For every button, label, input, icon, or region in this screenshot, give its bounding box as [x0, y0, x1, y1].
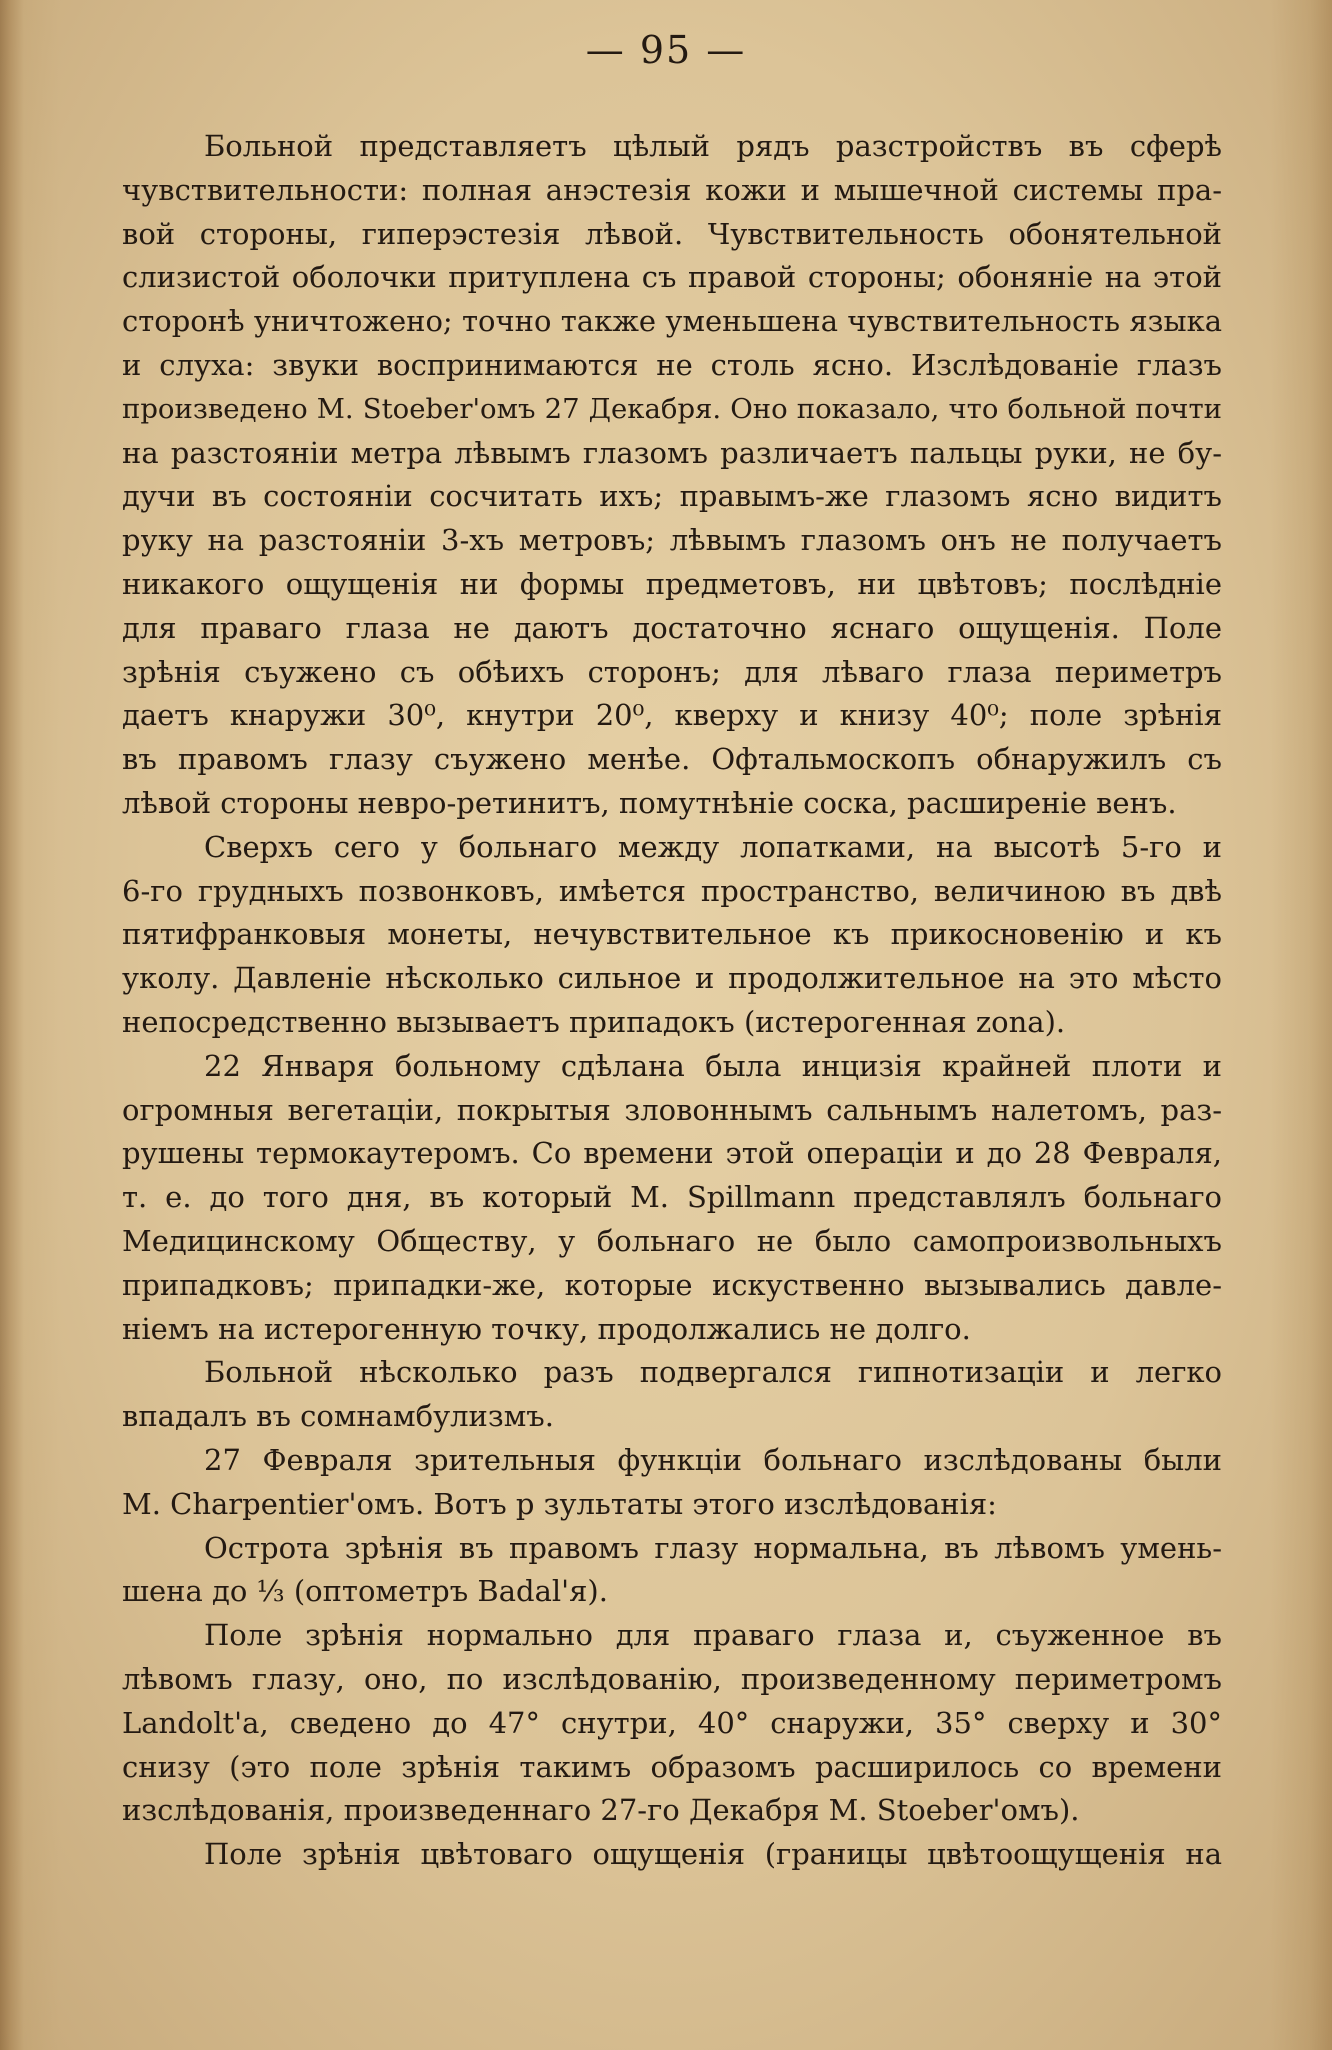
text-line: шена до ⅓ (оптометръ Badal'я). [122, 1574, 608, 1609]
text-line: Поле зрѣнія нормально для праваго глаза и, съуженное въ [204, 1618, 1222, 1653]
text-line: Медицинскому Обществу, у больнаго не было самопроизвольныхъ [122, 1224, 1222, 1258]
text-line: снизу (это поле зрѣнія такимъ образомъ расширилось со времени [122, 1749, 1222, 1784]
text-line: Сверхъ сего у больнаго между лопатками, на высотѣ 5-го и [204, 829, 1222, 864]
text-line: огромныя вегетаціи, покрытыя зловоннымъ сальнымъ налетомъ, раз- [122, 1092, 1222, 1127]
text-line: вой стороны, гиперэстезія лѣвой. Чувствительность обонятельной [122, 216, 1222, 251]
text-line: даетъ кнаружи 30⁰, кнутри 20⁰, кверху и книзу 40⁰; поле зрѣнія [122, 698, 1222, 733]
text-line: 22 Января больному сдѣлана была инцизія крайней плоти и [204, 1048, 1222, 1083]
text-line: руку на разстояніи 3-хъ метровъ; лѣвымъ глазомъ онъ не получаетъ [122, 523, 1222, 558]
text-line: M. Charpentier'омъ. Вотъ р зультаты этого изслѣдованія: [122, 1486, 997, 1521]
text-line: лѣвомъ глазу, оно, по изслѣдованію, произведенному периметромъ [122, 1662, 1222, 1696]
text-line: произведено M. Stoeber'омъ 27 Декабря. Оно показало, что больной почти [122, 392, 1222, 425]
text-line: 6-го грудныхъ позвонковъ, имѣется пространство, величиною въ двѣ [122, 873, 1222, 908]
text-line: зрѣнія съужено съ обѣихъ сторонъ; для лѣваго глаза периметръ [122, 654, 1222, 689]
text-line: лѣвой стороны невро-ретинитъ, помутнѣніе соска, расширеніе венъ. [122, 786, 1177, 820]
text-line: уколу. Давленіе нѣсколько сильное и продолжительное на это мѣсто [122, 961, 1222, 996]
text-line: Больной представляетъ цѣлый рядъ разстройствъ въ сферѣ [204, 129, 1222, 163]
text-line: для праваго глаза не даютъ достаточно яснаго ощущенія. Поле [122, 610, 1222, 645]
text-line: пятифранковыя монеты, нечувствительное къ прикосновенію и къ [122, 917, 1222, 952]
text-line: дучи въ состояніи сосчитать ихъ; правымъ-же глазомъ ясно видитъ [122, 479, 1222, 514]
text-line: ніемъ на истерогенную точку, продолжались не долго. [122, 1311, 971, 1346]
text-line: изслѣдованія, произведеннаго 27-го Декабря M. Stoeber'омъ). [122, 1793, 1080, 1828]
text-line: припадковъ; припадки-же, которые искуственно вызывались давле- [122, 1267, 1222, 1302]
text-line: слизистой оболочки притуплена съ правой стороны; обоняніе на этой [122, 260, 1222, 295]
text-line: Landolt'а, сведено до 47° снутри, 40° снаружи, 35° сверху и 30° [122, 1705, 1222, 1740]
text-line: Поле зрѣнія цвѣтоваго ощущенія (границы цвѣтоощущенія на [204, 1837, 1222, 1872]
page-number: — 95 — [585, 28, 747, 72]
text-line: т. е. до того дня, въ который M. Spillmann представлялъ больнаго [122, 1180, 1222, 1215]
text-line: рушены термокаутеромъ. Со времени этой операціи и до 28 Февраля, [122, 1136, 1222, 1171]
text-line: сторонѣ уничтожено; точно также уменьшена чувствительность языка [122, 304, 1222, 339]
text-line: никакого ощущенія ни формы предметовъ, ни цвѣтовъ; послѣдніе [122, 567, 1222, 601]
text-line: чувствительности: полная анэстезія кожи и мышечной системы пра- [122, 172, 1222, 207]
text-line: Острота зрѣнія въ правомъ глазу нормальна, въ лѣвомъ умень- [204, 1530, 1222, 1565]
text-line: непосредственно вызываетъ припадокъ (истерогенная zona). [122, 1005, 1066, 1039]
text-line: и слуха: звуки воспринимаются не столь ясно. Изслѣдованіе глазъ [122, 348, 1222, 382]
text-line: Больной нѣсколько разъ подвергался гипнотизаціи и легко [204, 1355, 1222, 1390]
text-line: на разстояніи метра лѣвымъ глазомъ различаетъ пальцы руки, не бу- [122, 435, 1222, 470]
text-line: 27 Февраля зрительныя функціи больнаго изслѣдованы были [204, 1443, 1222, 1477]
text-line: въ правомъ глазу съужено менѣе. Офтальмоскопъ обнаружилъ съ [122, 742, 1222, 777]
text-line: впадалъ въ сомнамбулизмъ. [122, 1399, 554, 1434]
